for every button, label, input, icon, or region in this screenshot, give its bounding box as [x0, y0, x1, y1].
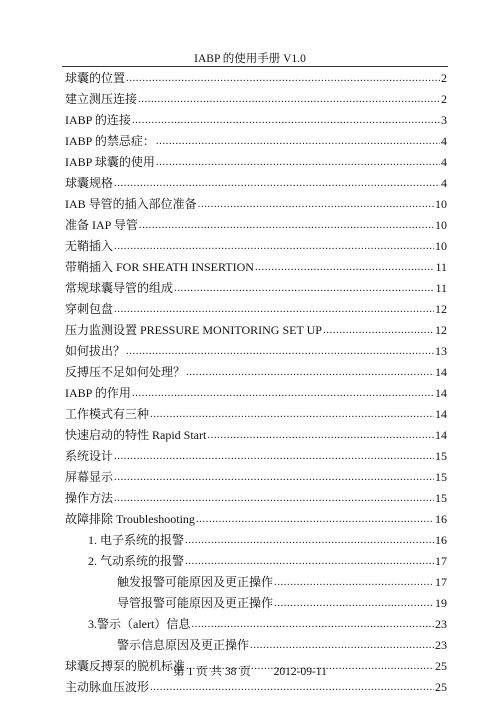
toc-entry-page-number: 11: [435, 260, 447, 274]
toc-entry-title: 如何拔出？: [65, 344, 126, 358]
toc-entry-title: 2. 气动系统的报警: [88, 554, 185, 568]
toc-dot-leader: [274, 593, 434, 614]
toc-entry-page-number: 14: [435, 386, 447, 400]
toc-entry-title: 准备 IAP 导管: [65, 218, 138, 232]
toc-entry-page-number: 23: [435, 638, 447, 652]
toc-entry[interactable]: [65, 173, 447, 194]
toc-entry-page-number: 2: [441, 71, 447, 85]
toc-entry-page-number: 11: [435, 281, 447, 295]
toc-entry[interactable]: [65, 299, 447, 320]
toc-dot-leader: [150, 677, 434, 698]
toc-dot-leader: [114, 173, 440, 194]
toc-entry-title: 无鞘插入: [65, 239, 114, 253]
toc-entry-page-number: 17: [435, 575, 447, 589]
toc-entry[interactable]: [65, 404, 447, 425]
toc-entry-title: IABP 球囊的使用: [65, 155, 155, 169]
toc-dot-leader: [191, 614, 434, 635]
toc-entry-page-number: 14: [435, 365, 447, 379]
toc-dot-leader: [156, 152, 440, 173]
toc-entry[interactable]: [65, 530, 447, 551]
toc-entry[interactable]: [65, 383, 447, 404]
toc-entry[interactable]: [65, 320, 447, 341]
toc-entry-title: 警示信息原因及更正操作: [117, 638, 250, 652]
toc-entry-title: 操作方法: [65, 491, 114, 505]
toc-entry-title: 系统设计: [65, 449, 114, 463]
toc-entry-page-number: 14: [435, 407, 447, 421]
toc-entry[interactable]: [65, 572, 447, 593]
toc-entry-title: 触发报警可能原因及更正操作: [117, 575, 274, 589]
toc-entry[interactable]: [65, 131, 447, 152]
toc-dot-leader: [196, 509, 434, 530]
toc-entry-page-number: 4: [441, 134, 447, 148]
toc-dot-leader: [274, 572, 434, 593]
toc-dot-leader: [156, 131, 440, 152]
toc-entry[interactable]: [65, 194, 447, 215]
toc-dot-leader: [207, 425, 434, 446]
toc-dot-leader: [198, 194, 434, 215]
toc-dot-leader: [323, 320, 434, 341]
toc-entry[interactable]: [65, 488, 447, 509]
toc-entry[interactable]: [65, 677, 447, 698]
toc-entry[interactable]: [65, 551, 447, 572]
toc-dot-leader: [138, 89, 440, 110]
table-of-contents: [65, 68, 447, 698]
toc-entry-page-number: 15: [435, 470, 447, 484]
toc-entry-title: 故障排除 Troubleshooting: [65, 512, 195, 526]
toc-entry-page-number: 25: [435, 680, 447, 694]
toc-entry-page-number: 23: [435, 617, 447, 631]
toc-dot-leader: [185, 530, 434, 551]
footer-date: 2012-09-11: [273, 666, 327, 678]
toc-entry-page-number: 12: [435, 323, 447, 337]
toc-entry-title: 屏幕显示: [65, 470, 114, 484]
toc-entry-title: 主动脉血压波形: [65, 680, 150, 694]
toc-entry-page-number: 15: [435, 491, 447, 505]
toc-entry-title: 穿刺包盘: [65, 302, 114, 316]
toc-dot-leader: [114, 236, 434, 257]
toc-entry[interactable]: [65, 236, 447, 257]
toc-entry-title: IAB 导管的插入部位准备: [65, 197, 197, 211]
toc-entry-page-number: 12: [435, 302, 447, 316]
toc-entry-page-number: 15: [435, 449, 447, 463]
toc-dot-leader: [114, 488, 434, 509]
page-header: IABP 的使用手册 V1.0: [194, 53, 306, 65]
toc-entry-page-number: 16: [435, 512, 447, 526]
toc-entry-page-number: 14: [435, 428, 447, 442]
toc-entry[interactable]: [65, 215, 447, 236]
toc-entry-title: 快速启动的特性 Rapid Start: [65, 428, 207, 442]
toc-entry-title: 建立测压连接: [65, 92, 138, 106]
toc-dot-leader: [126, 341, 434, 362]
toc-entry[interactable]: [65, 425, 447, 446]
toc-entry-title: 工作模式有三种: [65, 407, 150, 421]
toc-dot-leader: [255, 257, 434, 278]
toc-entry[interactable]: [65, 110, 447, 131]
toc-entry-page-number: 10: [435, 197, 447, 211]
toc-dot-leader: [114, 467, 434, 488]
toc-entry-page-number: 17: [435, 554, 447, 568]
toc-entry[interactable]: [65, 467, 447, 488]
toc-entry[interactable]: [65, 509, 447, 530]
toc-entry-page-number: 25: [435, 659, 447, 673]
page-footer: [0, 663, 500, 679]
toc-entry-title: 常规球囊导管的组成: [65, 281, 174, 295]
toc-entry-page-number: 10: [435, 218, 447, 232]
toc-entry-page-number: 4: [441, 155, 447, 169]
toc-entry-title: 带鞘插入 FOR SHEATH INSERTION: [65, 260, 254, 274]
toc-entry-title: IABP 的禁忌症：: [65, 134, 155, 148]
toc-entry-page-number: 16: [435, 533, 447, 547]
toc-entry-page-number: 19: [435, 596, 447, 610]
toc-entry-title: 导管报警可能原因及更正操作: [117, 596, 274, 610]
toc-entry-title: IABP 的作用: [65, 386, 131, 400]
footer-page-info: 第 1 页 共 38 页: [173, 666, 251, 678]
toc-entry[interactable]: [65, 635, 447, 656]
toc-entry[interactable]: [65, 278, 447, 299]
toc-dot-leader: [185, 551, 434, 572]
toc-entry[interactable]: [65, 257, 447, 278]
toc-entry-page-number: 3: [441, 113, 447, 127]
toc-dot-leader: [250, 635, 434, 656]
toc-dot-leader: [186, 362, 434, 383]
toc-entry[interactable]: [65, 152, 447, 173]
toc-entry[interactable]: [65, 614, 447, 635]
toc-entry-title: 反搏压不足如何处理？: [65, 365, 186, 379]
toc-dot-leader: [114, 299, 434, 320]
toc-entry[interactable]: [65, 68, 447, 89]
toc-entry-title: 球囊规格: [65, 176, 114, 190]
toc-entry[interactable]: [65, 362, 447, 383]
toc-entry[interactable]: [65, 341, 447, 362]
toc-dot-leader: [114, 446, 434, 467]
toc-entry-page-number: 13: [435, 344, 447, 358]
toc-dot-leader: [132, 110, 440, 131]
toc-dot-leader: [174, 278, 434, 299]
toc-entry-page-number: 10: [435, 239, 447, 253]
toc-entry-title: 球囊反搏泵的脱机标准: [65, 659, 186, 673]
toc-entry[interactable]: [65, 593, 447, 614]
toc-dot-leader: [126, 68, 440, 89]
toc-entry[interactable]: [65, 446, 447, 467]
toc-entry-title: 球囊的位置: [65, 71, 126, 85]
toc-entry-page-number: 4: [441, 176, 447, 190]
toc-entry-title: IABP 的连接: [65, 113, 131, 127]
toc-dot-leader: [139, 215, 434, 236]
toc-entry-title: 3.警示（alert）信息: [88, 617, 191, 631]
toc-entry-title: 1. 电子系统的报警: [88, 533, 185, 547]
toc-entry-title: 压力监测设置 PRESSURE MONITORING SET UP: [65, 323, 322, 337]
header-rule: [62, 66, 448, 67]
toc-entry-page-number: 2: [441, 92, 447, 106]
toc-dot-leader: [150, 404, 434, 425]
toc-dot-leader: [132, 383, 434, 404]
toc-entry[interactable]: [65, 89, 447, 110]
